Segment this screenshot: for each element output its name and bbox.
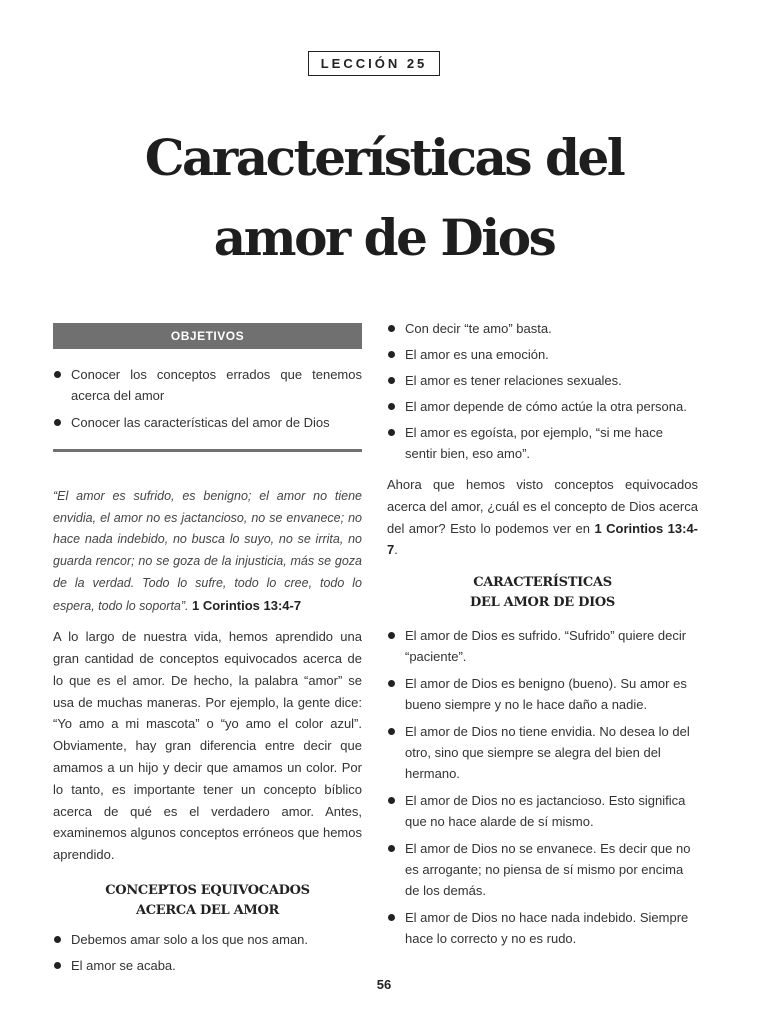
bullet-icon [388,797,395,804]
lesson-label: LECCIÓN 25 [308,51,440,76]
quote-reference: 1 Corintios 13:4-7 [191,597,302,613]
transition-paragraph: Ahora que hemos visto conceptos equivocados acerca del amor, ¿cuál es el concepto de Dios acerca del amor? Esto lo podemos ver en 1 Corintios 13:4-7. [387,477,698,558]
left-column [53,323,362,981]
bullet-icon [388,351,395,358]
bullet-icon [388,403,395,410]
list-item: El amor de Dios no tiene envidia. No desea lo del otro, sino que siempre se alegra del bien del hermano. [387,721,698,784]
misconceptions-list-left [53,929,362,976]
section-divider [53,449,362,452]
misconceptions-heading: CONCEPTOS EQUIVOCADOS ACERCA DEL AMOR [105,882,310,918]
list-item: Con decir “te amo” basta. [387,318,698,339]
bullet-icon [54,962,61,969]
list-item: Debemos amar solo a los que nos aman. [53,929,362,950]
list-item: El amor de Dios no es jactancioso. Esto significa que no hace alarde de sí mismo. [387,790,698,832]
list-item: El amor es egoísta, por ejemplo, “si me hace sentir bien, eso amo”. [387,422,698,464]
list-item: El amor es tener relaciones sexuales. [387,370,698,391]
bullet-icon [388,377,395,384]
list-item: El amor de Dios no hace nada indebido. Siempre hace lo correcto y no es rudo. [387,907,698,949]
bullet-icon [388,325,395,332]
list-item: El amor de Dios no se envanece. Es decir que no es arrogante; no piensa de sí mismo por encima de los demás. [387,838,698,901]
page-title [0,118,768,278]
bullet-icon [54,936,61,943]
bullet-icon [54,371,61,378]
title-line-2: amor de Dios [213,208,555,267]
bullet-icon [54,419,61,426]
list-item: El amor de Dios es benigno (bueno). Su amor es bueno siempre y no le hace daño a nadie. [387,673,698,715]
list-item: El amor de Dios es sufrido. “Sufrido” quiere decir “paciente”. [387,625,698,667]
bullet-icon [388,429,395,436]
list-item: Conocer los conceptos errados que tenemos acerca del amor [53,364,362,406]
bullet-icon [388,914,395,921]
misconceptions-list-right [387,318,698,464]
quote-text: “El amor es sufrido, es benigno; el amor no tiene envidia, el amor no es jactancioso, no se envanece; no hace nada indebido, no busca lo suyo, no se irrita, no guarda rencor; no se goza de la injusticia, más se goza de la verdad. Todo lo sufre, todo lo cree, todo lo espera, todo lo soporta”. [53,489,362,613]
title-line-1: Características del [144,128,624,187]
bullet-icon [388,728,395,735]
transition-reference: 1 Corintios 13:4-7 [387,520,698,558]
list-item: Conocer las características del amor de Dios [53,412,362,433]
characteristics-list [387,625,698,949]
right-column [387,318,698,955]
scripture-quote [53,486,362,617]
list-item: El amor depende de cómo actúe la otra persona. [387,396,698,417]
characteristics-heading: CARACTERÍSTICAS DEL AMOR DE DIOS [470,575,615,611]
list-item: El amor es una emoción. [387,344,698,365]
bullet-icon [388,632,395,639]
list-item: El amor se acaba. [53,955,362,976]
intro-paragraph: A lo largo de nuestra vida, hemos aprendido una gran cantidad de conceptos equivocados acerca de lo que es el amor. De hecho, la palabra “amor” se usa de muchas maneras. Por ejemplo, la gente dice: “Yo amo a mi mascota” o “yo amo el color azul”. Obviamente, hay gran diferencia entre decir que amamos a un hijo y decir que amamos un color. Por lo tanto, es importante tener un concepto bíblico acerca de qué es el verdadero amor. Antes, examinemos algunos conceptos erróneos que hemos aprendido. [53,629,362,863]
bullet-icon [388,845,395,852]
objectives-header: OBJETIVOS [53,323,362,349]
page-number: 56 [376,977,392,992]
bullet-icon [388,680,395,687]
objectives-list [53,364,362,433]
